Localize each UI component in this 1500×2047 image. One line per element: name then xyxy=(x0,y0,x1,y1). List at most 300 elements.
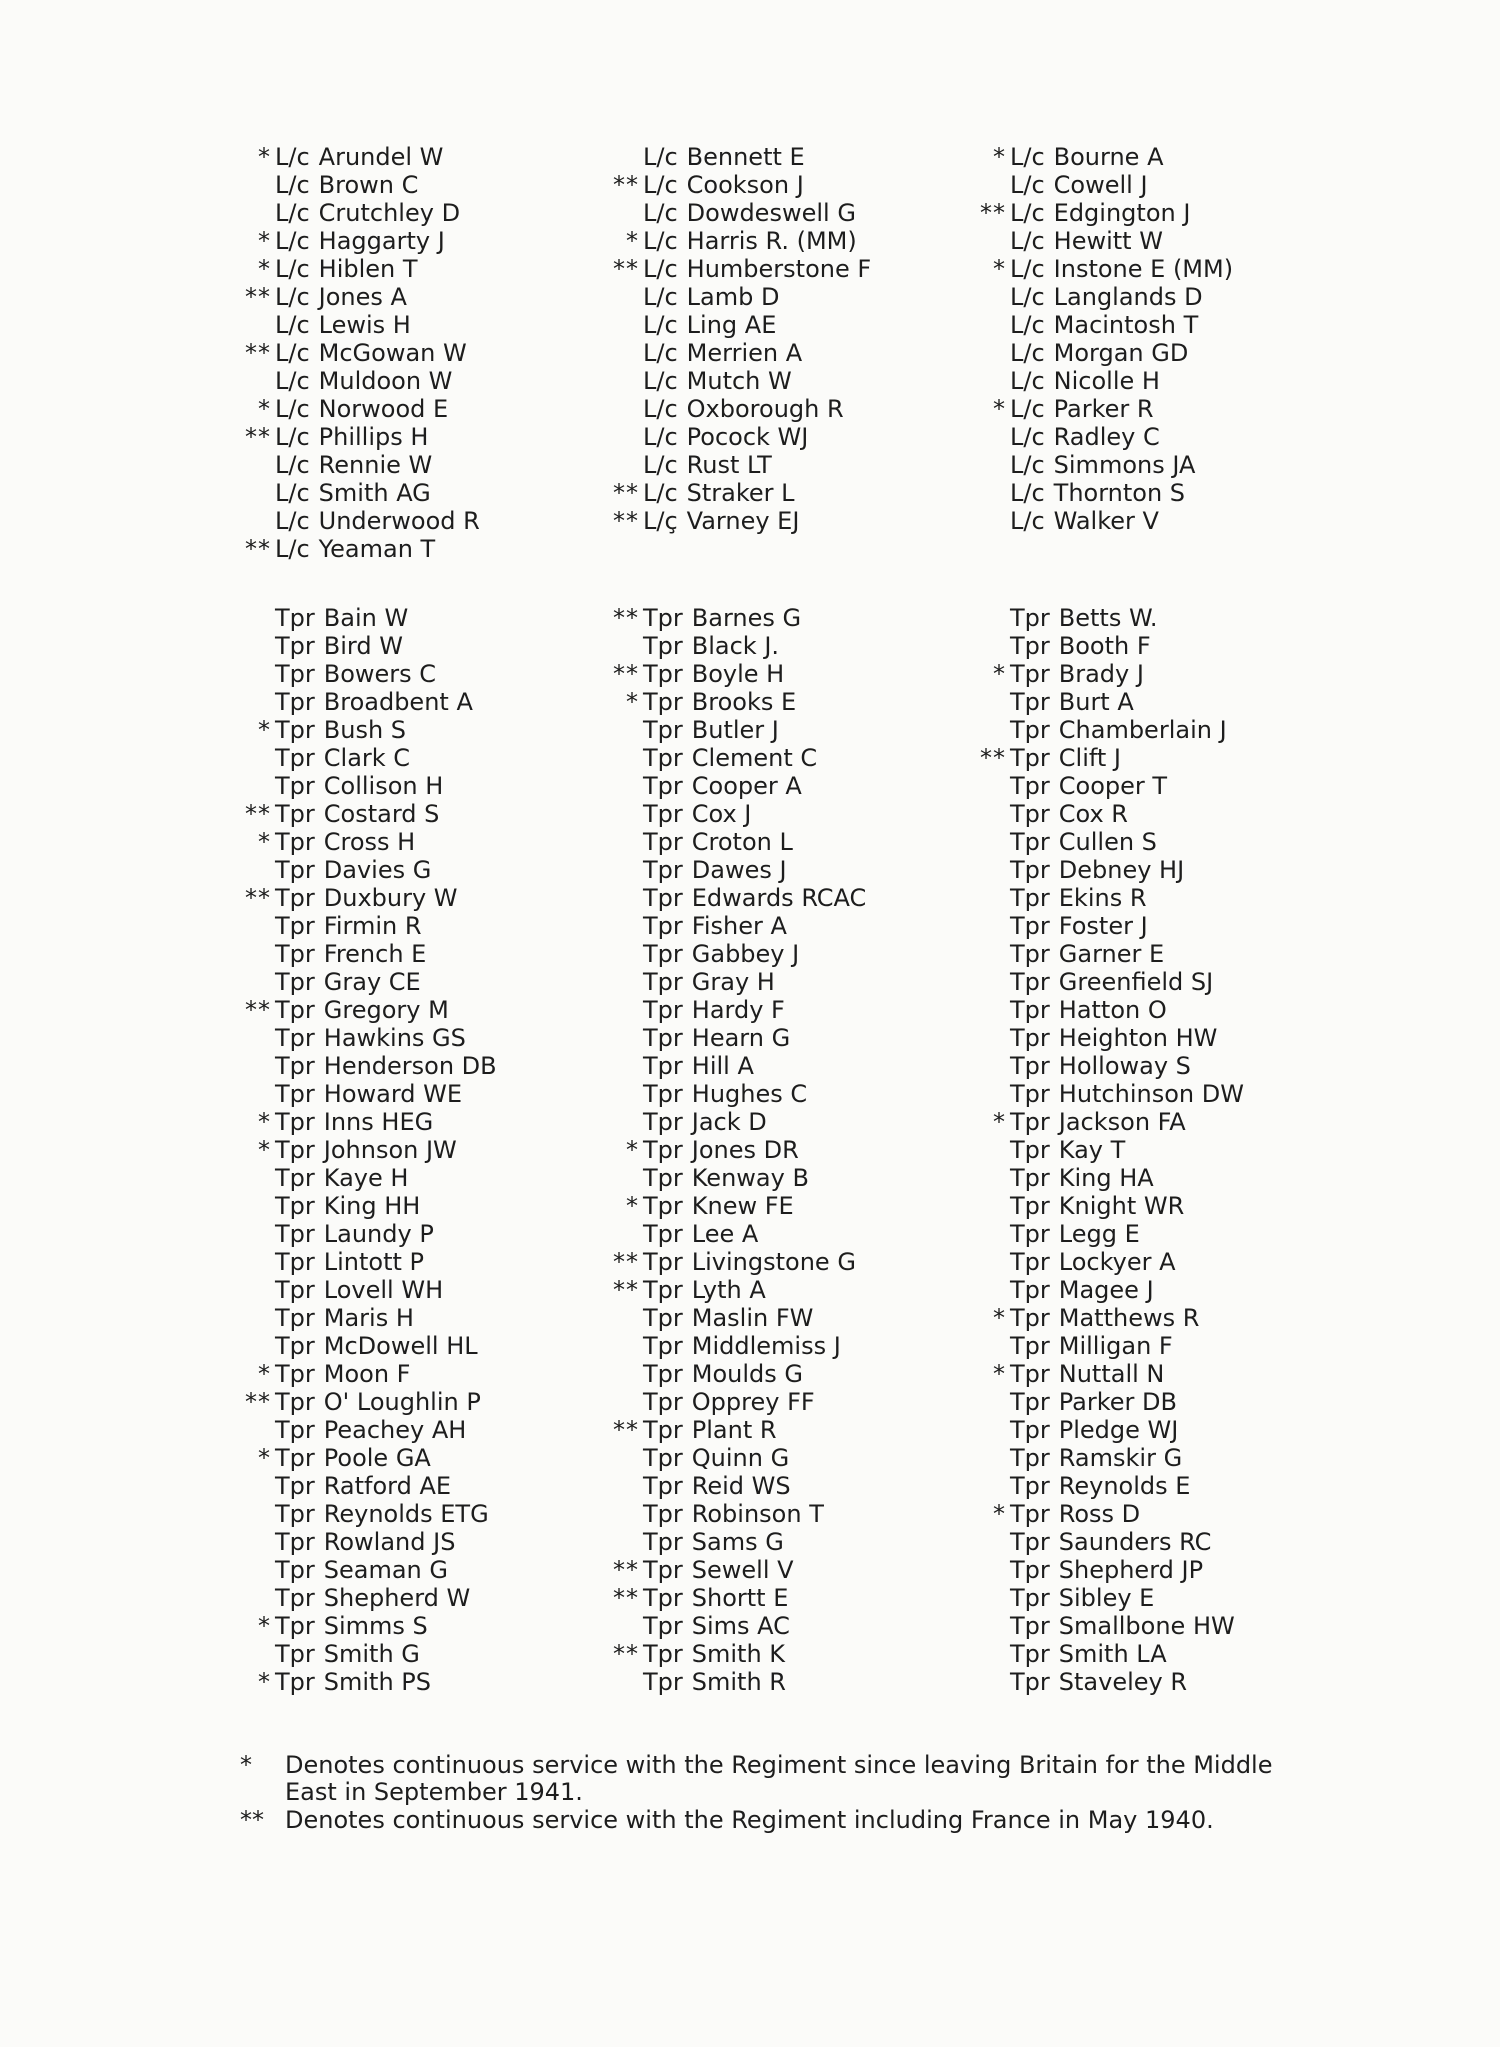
roster-entry xyxy=(1010,940,1244,968)
soldier-name: Smith K xyxy=(691,1640,786,1668)
soldier-name: Reynolds E xyxy=(1058,1472,1191,1500)
roster-entry xyxy=(1010,451,1233,479)
rank-label: Tpr xyxy=(1010,828,1050,856)
soldier-name: Cooper A xyxy=(691,772,802,800)
roster-entry xyxy=(1010,1640,1244,1668)
roster-entry xyxy=(1010,367,1233,395)
soldier-name: Moulds G xyxy=(691,1360,803,1388)
rank-label: Tpr xyxy=(643,744,683,772)
roster-entry xyxy=(643,423,871,451)
roster-entry xyxy=(1010,1052,1244,1080)
soldier-name: Parker R xyxy=(1053,395,1154,423)
roster-entry xyxy=(1010,1248,1244,1276)
service-mark: ** xyxy=(613,604,639,632)
roster-entry xyxy=(275,660,497,688)
soldier-name: Simmons JA xyxy=(1053,451,1196,479)
roster-entry xyxy=(993,395,1233,423)
soldier-name: Lovell WH xyxy=(323,1276,444,1304)
soldier-name: Simms S xyxy=(323,1612,428,1640)
service-mark: ** xyxy=(613,1416,639,1444)
roster-entry xyxy=(275,772,497,800)
soldier-name: Ross D xyxy=(1058,1500,1141,1528)
soldier-name: Sims AC xyxy=(691,1612,790,1640)
lance-corporals-column-3 xyxy=(980,143,1234,535)
soldier-name: Collison H xyxy=(323,772,444,800)
soldier-name: Foster J xyxy=(1058,912,1148,940)
rank-label: L/c xyxy=(1010,479,1045,507)
rank-label: L/c xyxy=(1010,339,1045,367)
roster-entry xyxy=(643,968,866,996)
rank-label: L/c xyxy=(1010,171,1045,199)
soldier-name: Butler J xyxy=(691,716,779,744)
roster-entry xyxy=(275,171,480,199)
roster-entry xyxy=(643,1080,866,1108)
rank-label: Tpr xyxy=(643,660,683,688)
rank-label: Tpr xyxy=(275,1024,315,1052)
soldier-name: Kaye H xyxy=(323,1164,409,1192)
roster-entry xyxy=(643,1612,866,1640)
rank-label: Tpr xyxy=(1010,744,1050,772)
rank-label: Tpr xyxy=(1010,1276,1050,1304)
service-mark: * xyxy=(258,1136,271,1164)
roster-entry xyxy=(643,395,871,423)
roster-entry xyxy=(275,744,497,772)
soldier-name: Yeaman T xyxy=(318,535,436,563)
soldier-name: Cookson J xyxy=(686,171,804,199)
soldier-name: Oxborough R xyxy=(686,395,844,423)
soldier-name: Nicolle H xyxy=(1053,367,1160,395)
soldier-name: French E xyxy=(323,940,427,968)
soldier-name: Lee A xyxy=(691,1220,759,1248)
soldier-name: Rust LT xyxy=(686,451,772,479)
roster-entry xyxy=(613,1640,866,1668)
troopers-column-2 xyxy=(613,604,867,1696)
rank-label: Tpr xyxy=(275,1640,315,1668)
roster-entry xyxy=(1010,1584,1244,1612)
rank-label: Tpr xyxy=(1010,1248,1050,1276)
soldier-name: Firmin R xyxy=(323,912,422,940)
soldier-name: Inns HEG xyxy=(323,1108,434,1136)
rank-label: Tpr xyxy=(643,940,683,968)
rank-label: Tpr xyxy=(1010,772,1050,800)
soldier-name: Fisher A xyxy=(691,912,787,940)
soldier-name: Shepherd JP xyxy=(1058,1556,1204,1584)
soldier-name: Betts W. xyxy=(1058,604,1158,632)
roster-entry xyxy=(993,660,1244,688)
roster-entry xyxy=(643,1108,866,1136)
rank-label: Tpr xyxy=(1010,1332,1050,1360)
service-mark: * xyxy=(993,1304,1006,1332)
rank-label: Tpr xyxy=(1010,1640,1050,1668)
soldier-name: King HA xyxy=(1058,1164,1154,1192)
soldier-name: Reid WS xyxy=(691,1472,791,1500)
roster-entry xyxy=(275,451,480,479)
soldier-name: Seaman G xyxy=(323,1556,448,1584)
soldier-name: Robinson T xyxy=(691,1500,824,1528)
roster-entry xyxy=(993,255,1234,283)
roster-entry xyxy=(1010,688,1244,716)
roster-entry xyxy=(626,688,866,716)
soldier-name: Brooks E xyxy=(691,688,797,716)
soldier-name: Laundy P xyxy=(323,1220,434,1248)
roster-entry xyxy=(1010,1164,1244,1192)
rank-label: Tpr xyxy=(275,1612,315,1640)
rank-label: Tpr xyxy=(643,912,683,940)
roster-entry xyxy=(275,1164,497,1192)
service-mark: * xyxy=(258,255,271,283)
soldier-name: Costard S xyxy=(323,800,440,828)
rank-label: Tpr xyxy=(1010,800,1050,828)
roster-entry xyxy=(258,1108,497,1136)
roster-entry xyxy=(275,1304,497,1332)
soldier-name: Burt A xyxy=(1058,688,1134,716)
rank-label: Tpr xyxy=(1010,1192,1050,1220)
roster-entry xyxy=(275,1528,497,1556)
roster-entry xyxy=(245,535,480,563)
roster-entry xyxy=(1010,1668,1244,1696)
service-mark: * xyxy=(258,395,271,423)
rank-label: L/c xyxy=(1010,227,1045,255)
rank-label: Tpr xyxy=(1010,1444,1050,1472)
service-mark: ** xyxy=(245,423,271,451)
rank-label: L/c xyxy=(1010,367,1045,395)
service-mark: * xyxy=(993,1108,1006,1136)
soldier-name: Edwards RCAC xyxy=(691,884,867,912)
roster-entry xyxy=(275,688,497,716)
rank-label: Tpr xyxy=(643,800,683,828)
service-mark: * xyxy=(993,1360,1006,1388)
soldier-name: Bennett E xyxy=(686,143,805,171)
service-mark: * xyxy=(993,255,1006,283)
soldier-name: Nuttall N xyxy=(1058,1360,1165,1388)
soldier-name: Bowers C xyxy=(323,660,437,688)
lance-corporals-column-2 xyxy=(613,143,872,535)
rank-label: Tpr xyxy=(275,968,315,996)
soldier-name: Morgan GD xyxy=(1053,339,1189,367)
roster-entry xyxy=(643,283,871,311)
rank-label: Tpr xyxy=(643,1500,683,1528)
service-mark: ** xyxy=(613,1556,639,1584)
rank-label: L/ç xyxy=(643,507,678,535)
rank-label: Tpr xyxy=(1010,604,1050,632)
rank-label: Tpr xyxy=(1010,968,1050,996)
rank-label: Tpr xyxy=(275,800,315,828)
soldier-name: Dawes J xyxy=(691,856,787,884)
roster-entry xyxy=(258,1444,497,1472)
roster-entry xyxy=(643,828,866,856)
footnote-mark: ** xyxy=(240,1806,264,1834)
rank-label: Tpr xyxy=(643,688,683,716)
service-mark: ** xyxy=(613,1640,639,1668)
service-mark: * xyxy=(993,660,1006,688)
service-mark: * xyxy=(626,1192,639,1220)
service-mark: * xyxy=(258,716,271,744)
roster-entry xyxy=(275,479,480,507)
service-mark: ** xyxy=(245,535,271,563)
rank-label: L/c xyxy=(1010,283,1045,311)
roster-entry xyxy=(275,507,480,535)
rank-label: Tpr xyxy=(275,1136,315,1164)
roster-entry xyxy=(643,1360,866,1388)
soldier-name: Arundel W xyxy=(318,143,444,171)
roster-entry xyxy=(613,1556,866,1584)
roster-entry xyxy=(643,1444,866,1472)
rank-label: L/c xyxy=(275,451,310,479)
service-mark: * xyxy=(258,1108,271,1136)
soldier-name: Cooper T xyxy=(1058,772,1168,800)
rank-label: Tpr xyxy=(275,856,315,884)
soldier-name: Kenway B xyxy=(691,1164,809,1192)
roster-entry xyxy=(643,1304,866,1332)
soldier-name: Sibley E xyxy=(1058,1584,1155,1612)
rank-label: Tpr xyxy=(643,1192,683,1220)
rank-label: L/c xyxy=(275,199,310,227)
roster-entry xyxy=(1010,479,1233,507)
rank-label: Tpr xyxy=(1010,632,1050,660)
rank-label: Tpr xyxy=(1010,1500,1050,1528)
soldier-name: Knight WR xyxy=(1058,1192,1185,1220)
soldier-name: Bain W xyxy=(323,604,409,632)
roster-entry xyxy=(258,1360,497,1388)
soldier-name: Livingstone G xyxy=(691,1248,856,1276)
soldier-name: Black J. xyxy=(691,632,780,660)
roster-entry xyxy=(643,996,866,1024)
roster-entry xyxy=(643,884,866,912)
roster-entry xyxy=(643,940,866,968)
roster-entry xyxy=(275,1080,497,1108)
soldier-name: Cox R xyxy=(1058,800,1128,828)
roster-entry xyxy=(258,255,480,283)
soldier-name: Bourne A xyxy=(1053,143,1164,171)
rank-label: Tpr xyxy=(643,968,683,996)
soldier-name: Thornton S xyxy=(1053,479,1186,507)
soldier-name: Brown C xyxy=(318,171,419,199)
rank-label: Tpr xyxy=(275,1584,315,1612)
roster-entry xyxy=(275,968,497,996)
soldier-name: Bush S xyxy=(323,716,407,744)
rank-label: Tpr xyxy=(643,772,683,800)
soldier-name: Reynolds ETG xyxy=(323,1500,489,1528)
service-mark: * xyxy=(258,1668,271,1696)
roster-entry xyxy=(643,744,866,772)
roster-entry xyxy=(643,1668,866,1696)
soldier-name: Poole GA xyxy=(323,1444,431,1472)
troopers-column-3 xyxy=(980,604,1244,1696)
soldier-name: Smith G xyxy=(323,1640,420,1668)
roster-entry xyxy=(258,716,497,744)
roster-entry xyxy=(275,1024,497,1052)
rank-label: Tpr xyxy=(643,1052,683,1080)
rank-label: Tpr xyxy=(275,1080,315,1108)
roster-entry xyxy=(1010,1080,1244,1108)
roster-entry xyxy=(643,1500,866,1528)
roster-entry xyxy=(626,1136,866,1164)
rank-label: Tpr xyxy=(643,1080,683,1108)
roster-entry xyxy=(980,744,1244,772)
roster-entry xyxy=(613,660,866,688)
soldier-name: Lockyer A xyxy=(1058,1248,1176,1276)
service-mark: * xyxy=(626,227,639,255)
rank-label: Tpr xyxy=(643,1556,683,1584)
rank-label: L/c xyxy=(275,339,310,367)
roster-entry xyxy=(643,1052,866,1080)
rank-label: Tpr xyxy=(643,828,683,856)
soldier-name: Merrien A xyxy=(686,339,803,367)
service-mark: ** xyxy=(245,800,271,828)
soldier-name: Hill A xyxy=(691,1052,754,1080)
roster-entry xyxy=(1010,339,1233,367)
roster-entry xyxy=(275,1556,497,1584)
soldier-name: Cox J xyxy=(691,800,752,828)
rank-label: Tpr xyxy=(275,1444,315,1472)
roster-entry xyxy=(1010,1444,1244,1472)
rank-label: Tpr xyxy=(1010,940,1050,968)
rank-label: Tpr xyxy=(275,1220,315,1248)
service-mark: * xyxy=(258,828,271,856)
rank-label: Tpr xyxy=(643,856,683,884)
roster-entry xyxy=(275,1640,497,1668)
troopers-column-1 xyxy=(245,604,497,1696)
soldier-name: Opprey FF xyxy=(691,1388,815,1416)
rank-label: Tpr xyxy=(275,1332,315,1360)
soldier-name: Hughes C xyxy=(691,1080,808,1108)
rank-label: Tpr xyxy=(643,1528,683,1556)
soldier-name: Hawkins GS xyxy=(323,1024,466,1052)
rank-label: L/c xyxy=(643,451,678,479)
roster-entry xyxy=(258,143,480,171)
rank-label: Tpr xyxy=(643,632,683,660)
soldier-name: McGowan W xyxy=(318,339,467,367)
soldier-name: Hardy F xyxy=(691,996,785,1024)
rank-label: Tpr xyxy=(1010,1108,1050,1136)
rank-label: Tpr xyxy=(275,940,315,968)
rank-label: L/c xyxy=(275,423,310,451)
soldier-name: Walker V xyxy=(1053,507,1159,535)
roster-entry xyxy=(643,199,871,227)
service-mark: * xyxy=(258,227,271,255)
rank-label: L/c xyxy=(643,423,678,451)
roster-entry xyxy=(275,1472,497,1500)
roster-entry xyxy=(626,227,871,255)
soldier-name: Lyth A xyxy=(691,1276,766,1304)
roster-entry xyxy=(275,632,497,660)
rank-label: Tpr xyxy=(1010,1416,1050,1444)
rank-label: L/c xyxy=(1010,507,1045,535)
roster-entry xyxy=(1010,772,1244,800)
service-mark: ** xyxy=(980,199,1006,227)
service-mark: * xyxy=(626,688,639,716)
roster-entry xyxy=(1010,227,1233,255)
roster-entry xyxy=(643,1528,866,1556)
roster-entry xyxy=(1010,884,1244,912)
soldier-name: Smith LA xyxy=(1058,1640,1167,1668)
rank-label: Tpr xyxy=(643,1304,683,1332)
rank-label: Tpr xyxy=(1010,996,1050,1024)
rank-label: L/c xyxy=(643,395,678,423)
soldier-name: Jackson FA xyxy=(1058,1108,1186,1136)
rank-label: Tpr xyxy=(275,1388,315,1416)
rank-label: Tpr xyxy=(643,1360,683,1388)
rank-label: L/c xyxy=(1010,311,1045,339)
service-mark: * xyxy=(993,395,1006,423)
soldier-name: Broadbent A xyxy=(323,688,473,716)
rank-label: Tpr xyxy=(275,1360,315,1388)
rank-label: L/c xyxy=(643,255,678,283)
soldier-name: Muldoon W xyxy=(318,367,453,395)
soldier-name: Parker DB xyxy=(1058,1388,1177,1416)
roster-entry xyxy=(275,1584,497,1612)
roster-entry xyxy=(643,1164,866,1192)
roster-entry xyxy=(1010,632,1244,660)
rank-label: Tpr xyxy=(275,1304,315,1332)
rank-label: Tpr xyxy=(643,1668,683,1696)
rank-label: Tpr xyxy=(275,632,315,660)
rank-label: Tpr xyxy=(1010,1164,1050,1192)
roster-entry xyxy=(1010,311,1233,339)
service-mark: ** xyxy=(245,996,271,1024)
soldier-name: Ratford AE xyxy=(323,1472,452,1500)
rank-label: L/c xyxy=(643,283,678,311)
soldier-name: Mutch W xyxy=(686,367,792,395)
soldier-name: Cowell J xyxy=(1053,171,1148,199)
roster-entry xyxy=(626,1192,866,1220)
roster-entry xyxy=(1010,856,1244,884)
soldier-name: Langlands D xyxy=(1053,283,1203,311)
soldier-name: Boyle H xyxy=(691,660,785,688)
rank-label: L/c xyxy=(275,143,310,171)
soldier-name: Gabbey J xyxy=(691,940,800,968)
soldier-name: Milligan F xyxy=(1058,1332,1173,1360)
rank-label: Tpr xyxy=(643,1136,683,1164)
rank-label: Tpr xyxy=(275,996,315,1024)
rank-label: Tpr xyxy=(275,1416,315,1444)
service-mark: ** xyxy=(245,283,271,311)
roster-entry xyxy=(275,1332,497,1360)
soldier-name: Johnson JW xyxy=(323,1136,457,1164)
roster-entry xyxy=(275,1276,497,1304)
rank-label: L/c xyxy=(275,395,310,423)
roster-entry xyxy=(643,311,871,339)
soldier-name: Davies G xyxy=(323,856,432,884)
rank-label: Tpr xyxy=(275,716,315,744)
soldier-name: Varney EJ xyxy=(686,507,800,535)
soldier-name: Barnes G xyxy=(691,604,802,632)
roster-entry xyxy=(993,1304,1244,1332)
soldier-name: Radley C xyxy=(1053,423,1160,451)
soldier-name: Henderson DB xyxy=(323,1052,497,1080)
rank-label: L/c xyxy=(275,535,310,563)
rank-label: L/c xyxy=(643,143,678,171)
rank-label: Tpr xyxy=(643,1584,683,1612)
roster-entry xyxy=(613,479,871,507)
service-mark: ** xyxy=(980,744,1006,772)
roster-entry xyxy=(245,996,497,1024)
rank-label: L/c xyxy=(275,367,310,395)
soldier-name: Harris R. (MM) xyxy=(686,227,857,255)
roster-entry xyxy=(275,1192,497,1220)
rank-label: L/c xyxy=(1010,395,1045,423)
roster-entry xyxy=(1010,1136,1244,1164)
roster-entry xyxy=(258,1668,497,1696)
rank-label: L/c xyxy=(643,479,678,507)
soldier-name: Smallbone HW xyxy=(1058,1612,1235,1640)
rank-label: Tpr xyxy=(643,1640,683,1668)
rank-label: Tpr xyxy=(1010,1388,1050,1416)
service-mark: ** xyxy=(613,1248,639,1276)
footnote-text: Denotes continuous service with the Regiment since leaving Britain for the Middle East in September 1941. xyxy=(285,1751,1273,1806)
service-mark: ** xyxy=(613,479,639,507)
rank-label: Tpr xyxy=(1010,856,1050,884)
